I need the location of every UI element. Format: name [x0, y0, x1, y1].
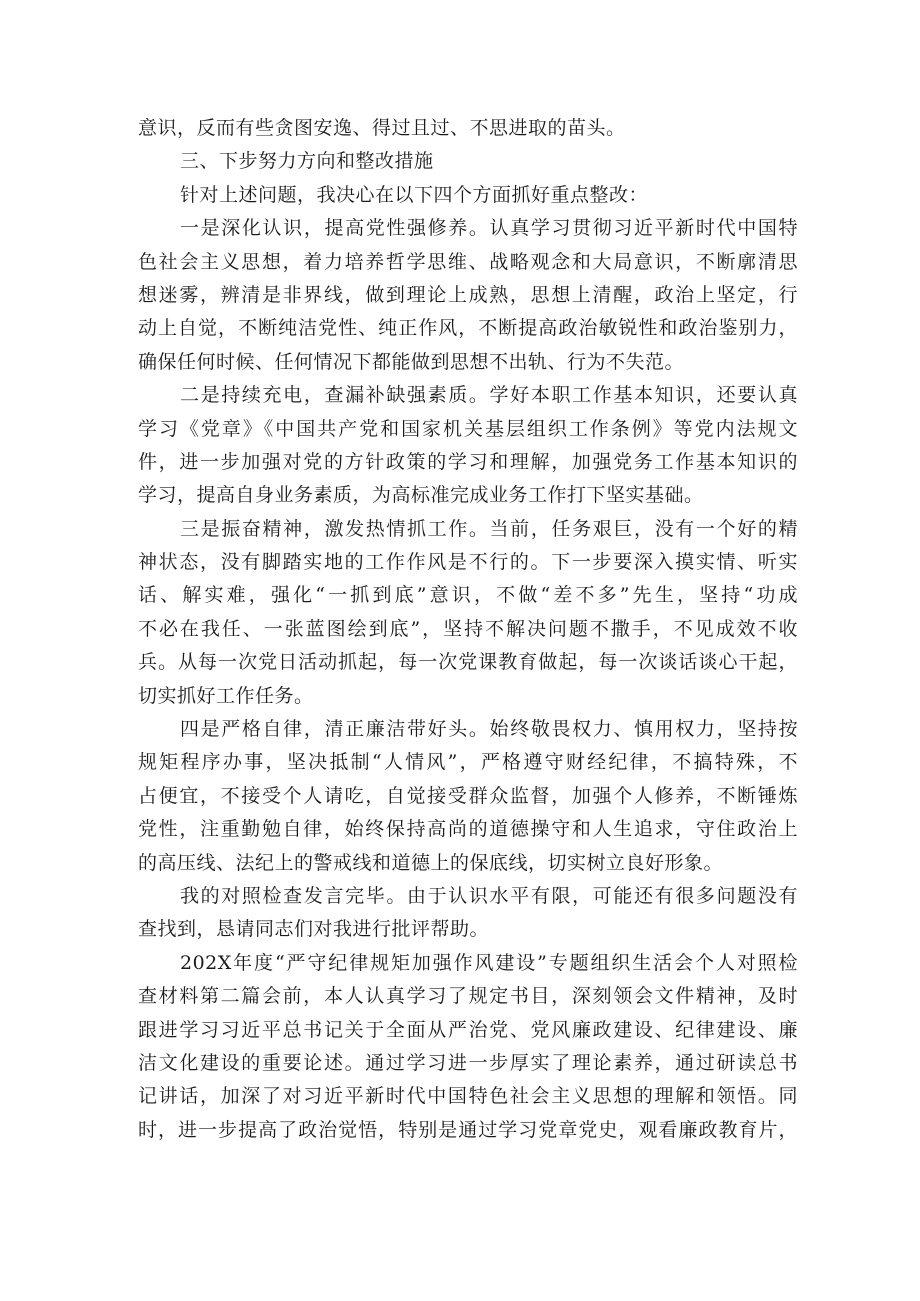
text-line: 话、解实难，强化“一抓到底”意识，不做“差不多”先生，坚持“功成: [138, 584, 798, 607]
text-line: 意识，反而有些贪图安逸、得过且过、不思进取的苗头。: [138, 117, 626, 139]
text-line: 三是振奋精神，激发热情抓工作。当前，任务艰巨，没有一个好的精: [180, 517, 798, 540]
text-line: 针对上述问题，我决心在以下四个方面抓好重点整改：: [180, 183, 649, 206]
text-line: 时，进一步提高了政治觉悟，特别是通过学习党章党史，观看廉政教育片，: [138, 1118, 798, 1141]
text-line: 件，进一步加强对党的方针政策的学习和理解，加强党务工作基本知识的: [138, 450, 798, 473]
text-line: 占便宜，不接受个人请吃，自觉接受群众监督，加强个人修养，不断锤炼: [138, 784, 798, 807]
text-line: 学习《党章》《中国共产党和国家机关基层组织工作条例》等党内法规文: [138, 417, 798, 440]
text-line: 想迷雾，辨清是非界线，做到理论上成熟，思想上清醒，政治上坚定，行: [138, 283, 798, 306]
text-line: 神状态，没有脚踏实地的工作作风是不行的。下一步要深入摸实情、听实: [138, 551, 798, 574]
text-line: 的高压线、法纪上的警戒线和道德上的保底线，切实树立良好形象。: [138, 851, 724, 874]
text-line: 四是严格自律，清正廉洁带好头。始终敬畏权力、慎用权力，坚持按: [180, 718, 798, 741]
text-line: 洁文化建设的重要论述。通过学习进一步厚实了理论素养，通过研读总书: [138, 1051, 798, 1074]
text-line: 三、下步努力方向和整改措施: [180, 150, 434, 173]
text-line: 记讲话，加深了对习近平新时代中国特色社会主义思想的理解和领悟。同: [138, 1085, 798, 1108]
text-line: 我的对照检查发言完毕。由于认识水平有限，可能还有很多问题没有: [180, 884, 798, 907]
text-line: 二是持续充电，查漏补缺强素质。学好本职工作基本知识，还要认真: [180, 384, 798, 407]
document-body: [138, 112, 798, 1147]
text-line: 规矩程序办事，坚决抵制“人情风”，严格遵守财经纪律，不搞特殊，不: [138, 751, 798, 774]
text-line: 党性，注重勤勉自律，始终保持高尚的道德操守和人生追求，守住政治上: [138, 818, 798, 841]
text-line: 查材料第二篇会前，本人认真学习了规定书目，深刻领会文件精神，及时: [138, 985, 798, 1008]
text-line: 确保任何时候、任何情况下都能做到思想不出轨、行为不失范。: [138, 350, 685, 373]
text-line: 切实抓好工作任务。: [138, 684, 314, 707]
text-line: 学习，提高自身业务素质，为高标准完成业务工作打下坚实基础。: [138, 484, 704, 507]
text-line: 兵。从每一次党日活动抓起，每一次党课教育做起，每一次谈话谈心干起，: [138, 651, 798, 674]
text-line: 不必在我任、一张蓝图绘到底”，坚持不解决问题不撒手，不见成效不收: [138, 617, 798, 640]
text-line: 色社会主义思想，着力培养哲学思维、战略观念和大局意识，不断廓清思: [138, 250, 798, 273]
text-line: 202X年度“严守纪律规矩加强作风建设”专题组织生活会个人对照检: [180, 951, 798, 974]
text-line: 动上自觉，不断纯洁党性、纯正作风，不断提高政治敏锐性和政治鉴别力，: [138, 317, 798, 340]
text-line: 查找到，恳请同志们对我进行批评帮助。: [138, 918, 490, 941]
text-line: 跟进学习习近平总书记关于全面从严治党、党风廉政建设、纪律建设、廉: [138, 1018, 798, 1041]
text-line: 一是深化认识，提高党性强修养。认真学习贯彻习近平新时代中国特: [180, 217, 798, 240]
